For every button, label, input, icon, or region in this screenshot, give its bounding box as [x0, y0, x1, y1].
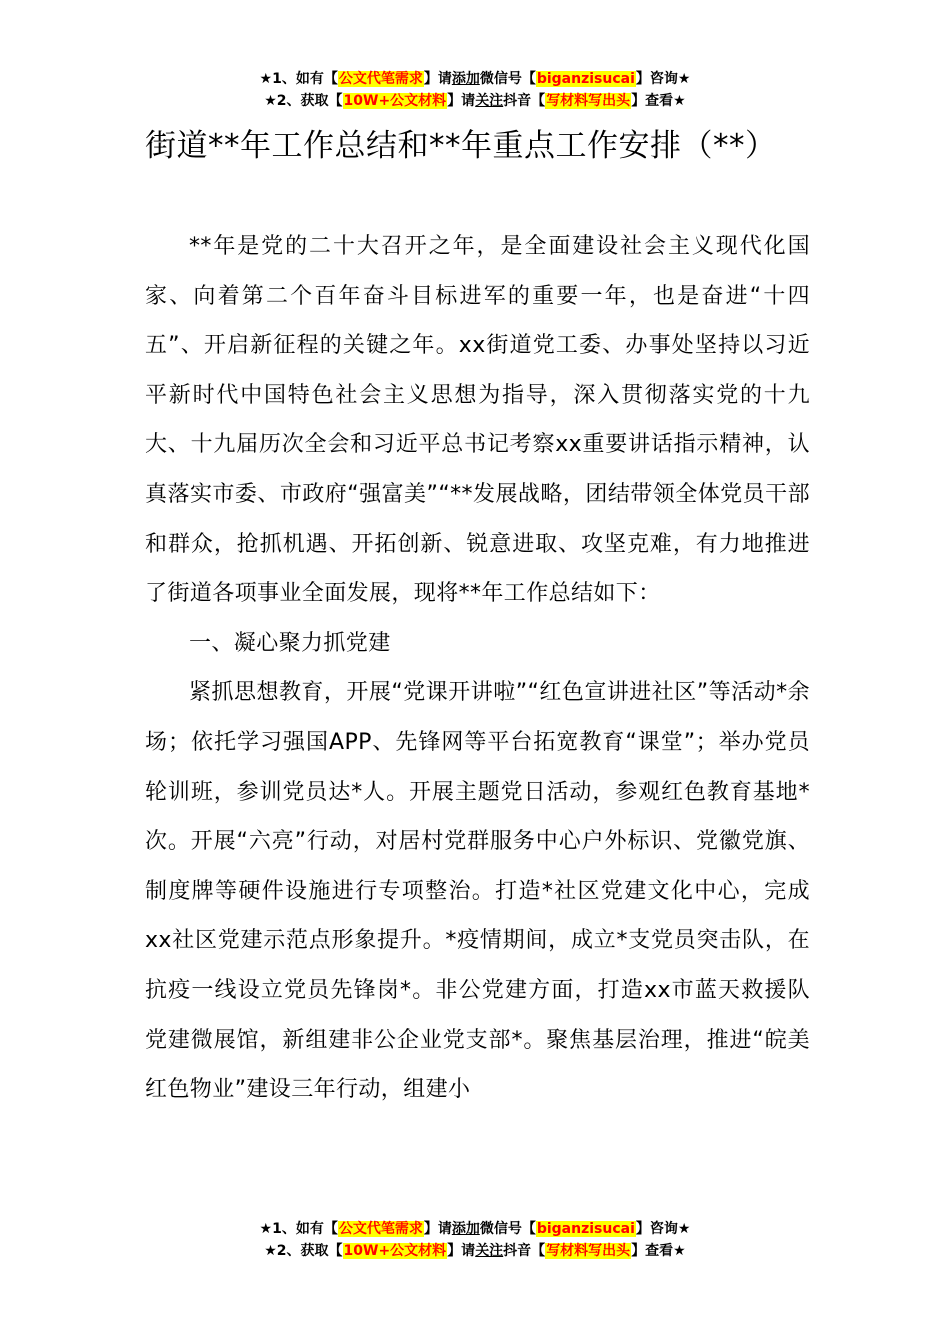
promo-text: ★1、如有【: [259, 71, 338, 87]
promo-highlight: 10W+公文材料: [343, 93, 447, 109]
promo-text: 】请: [423, 71, 452, 87]
intro-paragraph: **年是党的二十大召开之年，是全面建设社会主义现代化国家、向着第二个百年奋斗目标进军的重要一年，也是奋进“十四五”、开启新征程的关键之年。xx街道党工委、办事处坚持以习近平新时代中国特色社会主义思想为指导，深入贯彻落实党的十九大、十九届历次全会和习近平总书记考察xx重要讲话指示精神，认真落实市委、市政府“强富美”“**发展战略，团结带领全体党员干部和群众，抢抓机遇、开拓创新、锐意进取、攻坚克难，有力地推进了街道各项事业全面发展，现将**年工作总结如下：: [145, 234, 810, 607]
promo-line-2: [0, 90, 950, 112]
promo-text: 】查看★: [631, 93, 686, 109]
promo-text: 】请: [423, 1221, 452, 1237]
promo-underline: 关注: [475, 1243, 504, 1259]
promo-text: 抖音【: [503, 93, 546, 109]
promo-underline: 添加: [451, 71, 480, 87]
promo-line-1: [0, 68, 950, 90]
section-heading: 一、凝心聚力抓党建: [189, 630, 391, 656]
promo-text: 微信号【: [479, 1221, 536, 1237]
promo-highlight: 公文代笔需求: [338, 1221, 423, 1237]
promo-text: ★2、获取【: [264, 93, 343, 109]
promo-text: 微信号【: [479, 71, 536, 87]
promo-text: 】咨询★: [635, 1221, 691, 1237]
header-promo-banner: [0, 68, 950, 112]
promo-highlight: biganzisucai: [536, 71, 635, 87]
promo-text: 】咨询★: [635, 71, 691, 87]
promo-text: 】请: [447, 93, 476, 109]
promo-highlight: 10W+公文材料: [343, 1243, 447, 1259]
promo-underline: 添加: [451, 1221, 480, 1237]
promo-text: ★2、获取【: [264, 1243, 343, 1259]
promo-highlight: 公文代笔需求: [338, 71, 423, 87]
document-body: [145, 222, 810, 1115]
promo-line-2: [0, 1240, 950, 1262]
promo-highlight: 写材料写出头: [546, 1243, 631, 1259]
promo-text: 】请: [447, 1243, 476, 1259]
promo-highlight: 写材料写出头: [546, 93, 631, 109]
promo-text: ★1、如有【: [259, 1221, 338, 1237]
body-paragraph: 紧抓思想教育，开展“党课开讲啦”“红色宣讲进社区”等活动*余场；依托学习强国APP、先锋网等平台拓宽教育“课堂”；举办党员轮训班，参训党员达*人。开展主题党日活动，参观红色教育基地*次。开展“六亮”行动，对居村党群服务中心户外标识、党徽党旗、制度牌等硬件设施进行专项整治。打造*社区党建文化中心，完成xx社区党建示范点形象提升。*疫情期间，成立*支党员突击队，在抗疫一线设立党员先锋岗*。非公党建方面，打造xx市蓝天救援队党建微展馆，新组建非公企业党支部*。聚焦基层治理，推进“皖美红色物业”建设三年行动，组建小: [145, 680, 810, 1103]
promo-underline: 关注: [475, 93, 504, 109]
promo-line-1: [0, 1218, 950, 1240]
document-title: 街道**年工作总结和**年重点工作安排（**）: [145, 128, 777, 164]
promo-text: 抖音【: [503, 1243, 546, 1259]
promo-highlight: biganzisucai: [536, 1221, 635, 1237]
footer-promo-banner: [0, 1218, 950, 1262]
promo-text: 】查看★: [631, 1243, 686, 1259]
